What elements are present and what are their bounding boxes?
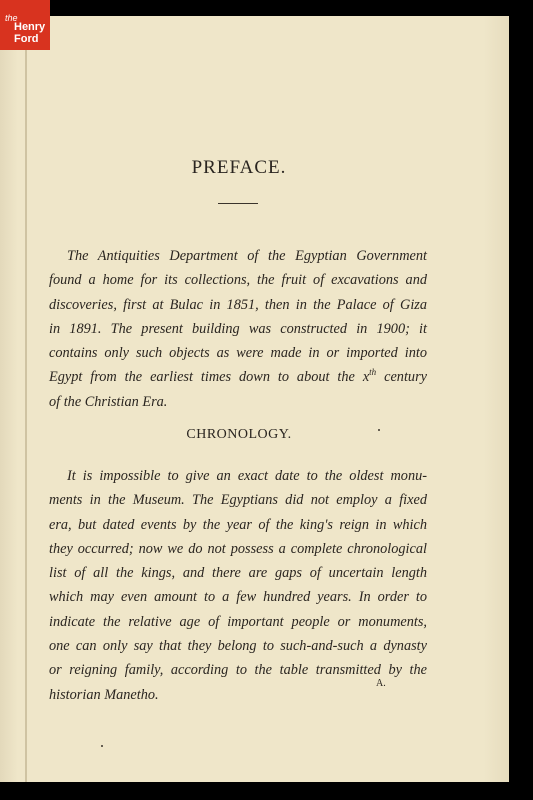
page-gutter (25, 16, 27, 782)
chronology-line: list of all the kings, and there are gaps of uncertain length (49, 565, 427, 582)
chronology-line: indicate the relative age of important people or monuments, (49, 613, 427, 630)
chronology-line: It is impossible to give an exact date to the oldest monu- (67, 468, 427, 484)
preface-line: The Antiquities Department of the Egyptian Government (67, 248, 427, 264)
chronology-paragraph (49, 464, 427, 707)
page-title: PREFACE. (191, 157, 287, 178)
preface-line-with-sup (49, 365, 427, 389)
preface-line: found a home for its collections, the fruit of excavations and (49, 272, 427, 289)
logo-the: the (5, 13, 18, 23)
preface-line: discoveries, first at Bulac in 1851, then in the Palace of Giza (49, 296, 427, 313)
preface-line: of the Christian Era. (49, 393, 168, 410)
chronology-line: which may even amount to a few hundred years. In order to (49, 589, 427, 606)
preface-line: in 1891. The present building was constructed in 1900; it (49, 320, 427, 337)
preface-line: Egypt from the earliest times down to about the x (49, 369, 370, 386)
speck (101, 745, 103, 747)
henry-ford-logo (0, 0, 50, 50)
preface-paragraph (49, 244, 427, 414)
chronology-line: one can only say that they belong to such-and-such a dynasty (49, 638, 427, 655)
chronology-line: or reigning family, according to the table transmitted by the (49, 662, 427, 679)
chronology-line: they occurred; now we do not possess a complete chronological (49, 540, 427, 557)
preface-superscript: th (369, 367, 377, 378)
title-rule (218, 203, 258, 204)
chronology-line: historian Manetho. (49, 686, 159, 703)
chronology-line: ments in the Museum. The Egyptians did not employ a fixed (49, 492, 427, 509)
preface-line: contains only such objects as were made in or imported into (49, 345, 427, 362)
chronology-heading: CHRONOLOGY. (186, 427, 292, 442)
preface-line-tail: century (376, 369, 427, 386)
chronology-line: era, but dated events by the year of the king's reign in which (49, 516, 427, 533)
logo-henry: Henry (14, 21, 46, 33)
signature-mark: A. (376, 678, 386, 689)
speck (378, 429, 380, 431)
logo-ford: Ford (14, 33, 39, 45)
